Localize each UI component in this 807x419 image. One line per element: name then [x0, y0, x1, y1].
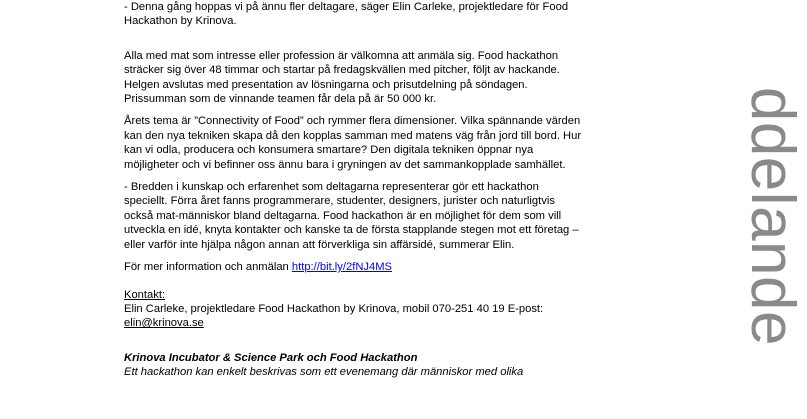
- contact-heading: Kontakt:: [124, 288, 166, 301]
- contact-details: [124, 302, 584, 331]
- contact-email-link[interactable]: elin@krinova.se: [124, 317, 204, 330]
- paragraph-quote-intro: - Denna gång hoppas vi på ännu fler deltagare, säger Elin Carleke, projektledare för Food Hackathon by Krinova.: [124, 1, 569, 28]
- more-info-text: För mer information och anmälan: [124, 261, 292, 274]
- about-heading: Krinova Incubator & Science Park och Food Hackathon: [124, 351, 418, 364]
- more-info-line: [124, 260, 584, 274]
- vertical-sidebar: [600, 0, 807, 346]
- contact-text: Elin Carleke, projektledare Food Hackathon by Krinova, mobil 070-251 40 19 E-post:: [124, 302, 544, 315]
- vertical-label: ddelande: [738, 86, 807, 346]
- registration-link[interactable]: http://bit.ly/2fNJ4MS: [291, 261, 392, 274]
- paragraph-theme: Årets tema är ”Connectivity of Food” och rymmer flera dimensioner. Vilka spännande värden kan den nya tekniken skapa då den kopplas samman med matens väg från jord till bord. Hur kan vi odla, producera och konsumera smartare? Den digitala tekniken öppnar nya möjligheter och vi befinner oss ännu bara i gryningen av det sammankopplade samhället.: [124, 115, 582, 171]
- paragraph-quote-diversity: - Bredden i kunskap och erfarenhet som deltagarna representerar gör ett hackathon speciellt. Förra året fanns programmerare, studenter, designers, jurister och naturligtvis också mat-människor bland deltagarna. Food hackathon är en möjlighet för dem som vill utveckla en idé, knyta kontakter och kanske ta de första stapplande stegen mot ett företag – eller varför inte hjälpa någon annan att förverkliga sin affärsidé, summerar Elin.: [124, 181, 579, 251]
- about-text: Ett hackathon kan enkelt beskrivas som ett evenemang där människor med olika: [124, 366, 524, 379]
- press-release-body: [124, 0, 584, 380]
- paragraph-event-info: Alla med mat som intresse eller profession är välkomna att anmäla sig. Food hackathon sträcker sig över 48 timmar och startar på fredagskvällen med pitcher, följt av hackande. Helgen avslutas med presentation av lösningarna och prisutdelning på söndagen. Prissumman som de vinnande teamen får dela på är 50 000 kr.: [124, 49, 560, 106]
